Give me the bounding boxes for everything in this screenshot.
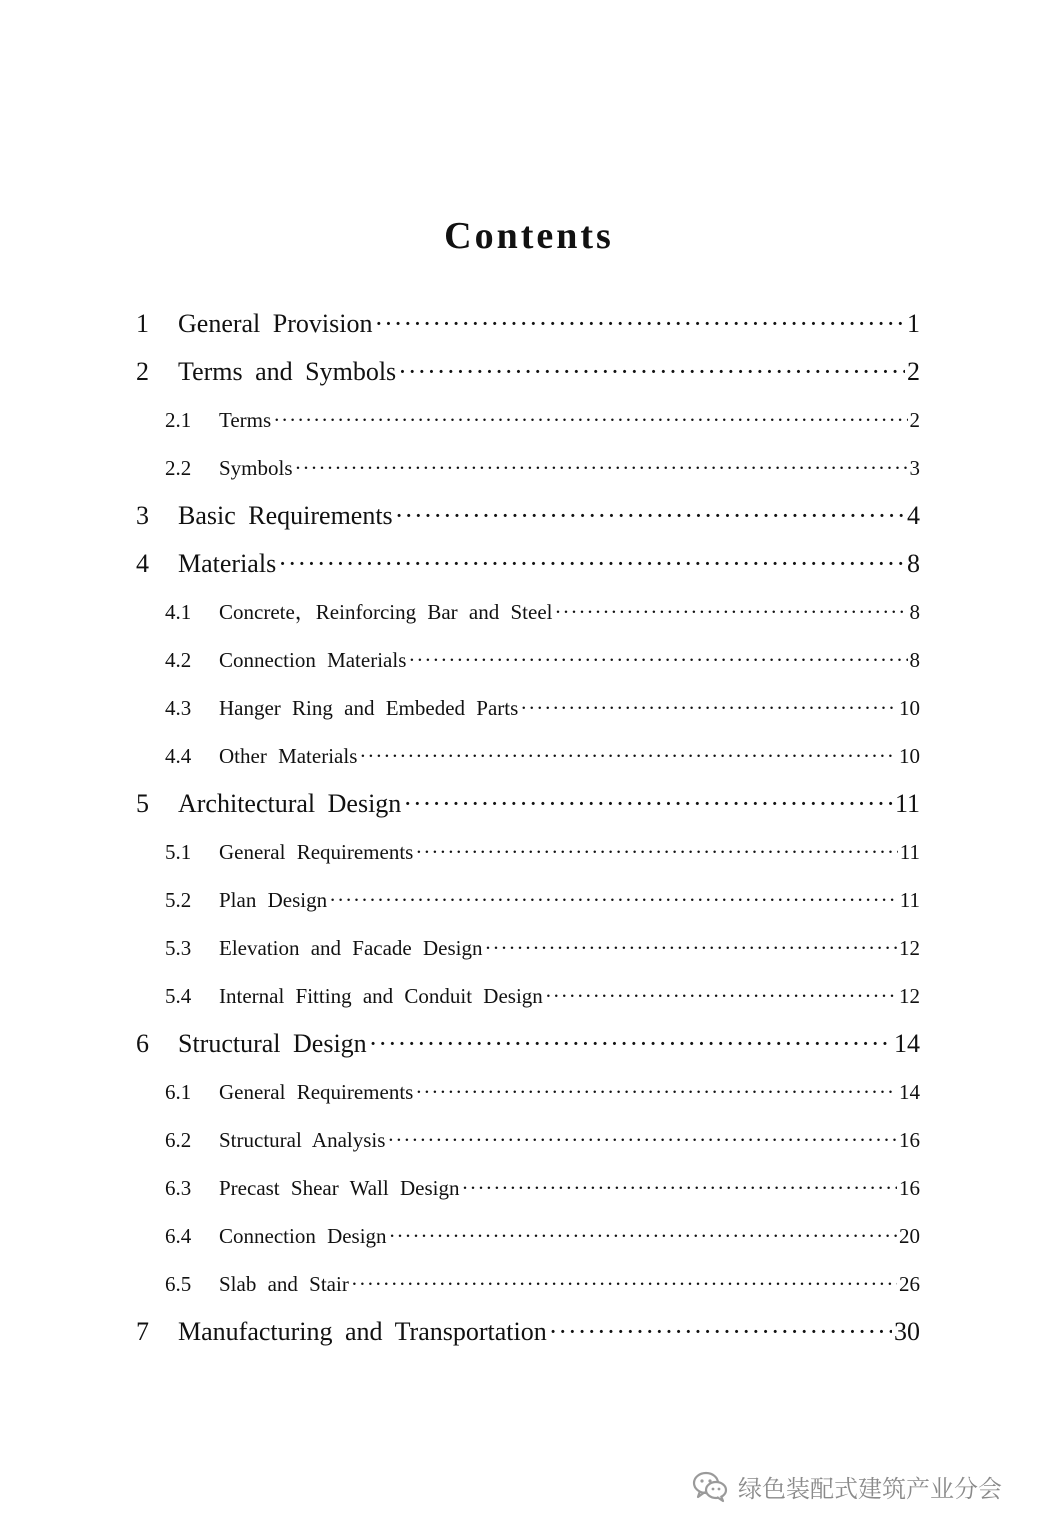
dot-leader <box>545 972 897 1020</box>
toc-entry-number: 6.3 <box>165 1176 192 1200</box>
toc-entry-number: 4.4 <box>165 744 192 768</box>
toc-entry-number: 4.3 <box>165 696 192 720</box>
wechat-icon <box>690 1466 730 1506</box>
toc-section-entry[interactable] <box>165 1212 920 1260</box>
dot-leader <box>295 444 908 492</box>
toc-entry-page-number: 12 <box>899 984 920 1008</box>
toc-entry-title: Concrete，Reinforcing Bar and Steel <box>219 600 553 624</box>
dot-leader <box>408 636 907 684</box>
dot-leader <box>398 348 905 396</box>
dot-leader <box>403 780 893 828</box>
toc-entry-number: 6.4 <box>165 1224 192 1248</box>
toc-section-entry[interactable] <box>165 732 920 780</box>
dot-leader <box>278 540 905 588</box>
toc-chapter-entry[interactable] <box>136 348 920 396</box>
toc-entry-title: Internal Fitting and Conduit Design <box>219 984 543 1008</box>
dot-leader <box>389 1212 897 1260</box>
toc-entry-title: Precast Shear Wall Design <box>219 1176 460 1200</box>
watermark-text: 绿色装配式建筑产业分会 <box>738 1474 1002 1503</box>
toc-section-entry[interactable] <box>165 1260 920 1308</box>
toc-section-entry[interactable] <box>165 1164 920 1212</box>
toc-entry-title: Terms and Symbols <box>178 357 397 386</box>
toc-entry-page-number: 16 <box>899 1128 920 1152</box>
toc-entry-number: 5 <box>136 789 149 818</box>
toc-entry-number: 2.1 <box>165 408 192 432</box>
dot-leader <box>369 1020 892 1068</box>
toc-entry-number: 6.2 <box>165 1128 192 1152</box>
toc-entry-page-number: 3 <box>909 456 920 480</box>
toc-entry-page-number: 14 <box>894 1029 920 1058</box>
toc-entry-title: Hanger Ring and Embeded Parts <box>219 696 519 720</box>
dot-leader <box>395 492 905 540</box>
toc-section-entry[interactable] <box>165 396 920 444</box>
page-title: Contents <box>444 215 614 257</box>
dot-leader <box>415 1068 897 1116</box>
dot-leader <box>520 684 897 732</box>
toc-entry-title: General Requirements <box>219 1080 414 1104</box>
toc-entry-page-number: 2 <box>907 357 920 386</box>
watermark <box>690 1466 1002 1506</box>
toc-entry-page-number: 4 <box>907 501 920 530</box>
toc-entry-number: 4.1 <box>165 600 192 624</box>
toc-entry-number: 5.3 <box>165 936 192 960</box>
toc-entry-page-number: 26 <box>899 1272 920 1296</box>
toc-entry-page-number: 11 <box>899 888 920 912</box>
toc-entry-page-number: 14 <box>899 1080 920 1104</box>
toc-section-entry[interactable] <box>165 636 920 684</box>
toc-entry-number: 6.1 <box>165 1080 192 1104</box>
toc-entry-title: Manufacturing and Transportation <box>178 1317 547 1346</box>
toc-entry-number: 6 <box>136 1029 149 1058</box>
toc-entry-title: Basic Requirements <box>178 501 393 530</box>
toc-entry-title: Terms <box>219 408 272 432</box>
toc-section-entry[interactable] <box>165 684 920 732</box>
toc-entry-page-number: 12 <box>899 936 920 960</box>
toc-entry-number: 2 <box>136 357 149 386</box>
dot-leader <box>329 876 898 924</box>
toc-section-entry[interactable] <box>165 1068 920 1116</box>
toc-entry-title: Connection Materials <box>219 648 407 672</box>
toc-entry-title: Architectural Design <box>178 789 402 818</box>
dot-leader <box>554 588 907 636</box>
dot-leader <box>485 924 898 972</box>
toc-entry-number: 4.2 <box>165 648 192 672</box>
dot-leader <box>387 1116 897 1164</box>
toc-entry-number: 5.1 <box>165 840 192 864</box>
toc-entry-title: Other Materials <box>219 744 358 768</box>
toc-entry-page-number: 8 <box>907 549 920 578</box>
toc-chapter-entry[interactable] <box>136 300 920 348</box>
toc-entry-title: Materials <box>178 549 277 578</box>
dot-leader <box>359 732 897 780</box>
dot-leader <box>549 1308 892 1356</box>
toc-section-entry[interactable] <box>165 444 920 492</box>
toc-entry-title: Symbols <box>219 456 293 480</box>
toc-entry-title: General Provision <box>178 309 373 338</box>
toc-chapter-entry[interactable] <box>136 780 920 828</box>
toc-entry-page-number: 8 <box>909 600 920 624</box>
dot-leader <box>273 396 907 444</box>
toc-chapter-entry[interactable] <box>136 540 920 588</box>
toc-entry-title: Elevation and Facade Design <box>219 936 483 960</box>
toc-entry-page-number: 20 <box>899 1224 920 1248</box>
toc-chapter-entry[interactable] <box>136 1020 920 1068</box>
toc-section-entry[interactable] <box>165 588 920 636</box>
toc-entry-page-number: 2 <box>909 408 920 432</box>
toc-entry-title: Structural Analysis <box>219 1128 386 1152</box>
toc-section-entry[interactable] <box>165 876 920 924</box>
toc-entry-title: Slab and Stair <box>219 1272 349 1296</box>
toc-entry-number: 3 <box>136 501 149 530</box>
toc-entry-number: 4 <box>136 549 149 578</box>
dot-leader <box>415 828 897 876</box>
toc-entry-page-number: 30 <box>894 1317 920 1346</box>
toc-chapter-entry[interactable] <box>136 492 920 540</box>
dot-leader <box>351 1260 897 1308</box>
toc-entry-page-number: 10 <box>899 696 920 720</box>
toc-entry-title: Structural Design <box>178 1029 367 1058</box>
toc-entry-title: General Requirements <box>219 840 414 864</box>
toc-entry-number: 7 <box>136 1317 149 1346</box>
toc-entry-number: 5.4 <box>165 984 192 1008</box>
toc-entry-title: Connection Design <box>219 1224 387 1248</box>
toc-entry-page-number: 16 <box>899 1176 920 1200</box>
dot-leader <box>461 1164 897 1212</box>
toc-entry-page-number: 10 <box>899 744 920 768</box>
toc-entry-page-number: 1 <box>907 309 920 338</box>
toc-entry-number: 1 <box>136 309 149 338</box>
toc-section-entry[interactable] <box>165 828 920 876</box>
toc-entry-page-number: 11 <box>894 789 920 818</box>
dot-leader <box>374 300 905 348</box>
toc-entry-number: 5.2 <box>165 888 192 912</box>
toc-entry-page-number: 8 <box>909 648 920 672</box>
toc-section-entry[interactable] <box>165 1116 920 1164</box>
toc-chapter-entry[interactable] <box>136 1308 920 1356</box>
toc-section-entry[interactable] <box>165 924 920 972</box>
toc-section-entry[interactable] <box>165 972 920 1020</box>
toc-entry-number: 6.5 <box>165 1272 192 1296</box>
toc-entry-number: 2.2 <box>165 456 192 480</box>
toc-entry-page-number: 11 <box>899 840 920 864</box>
toc-entry-title: Plan Design <box>219 888 328 912</box>
